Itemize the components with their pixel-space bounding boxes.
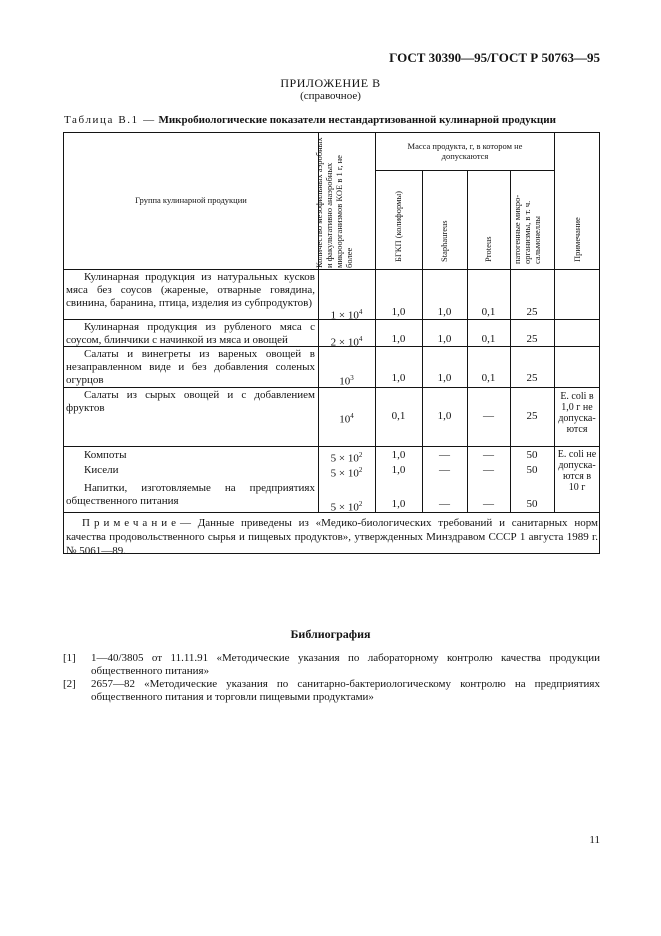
- kmafanm-mantissa: 1 × 10: [330, 309, 359, 322]
- row-group-text: Салаты и винегреты из вареных овощей в незаправленном виде и без добавления соленых огурцов: [66, 348, 315, 386]
- row-bgkp: 1,0: [391, 449, 406, 461]
- document-header: ГОСТ 30390—95/ГОСТ Р 50763—95: [389, 50, 600, 65]
- header-staph: Staphaureus: [439, 220, 449, 262]
- row-kmafanm: [318, 372, 375, 389]
- row-staph: —: [439, 464, 450, 476]
- table-footnote: [66, 516, 598, 558]
- row-kmafanm: [318, 410, 375, 427]
- kmafanm-mantissa: 5 × 10: [330, 501, 359, 514]
- row-staph: 1,0: [437, 372, 452, 384]
- kmafanm-mantissa: 5 × 10: [330, 467, 359, 480]
- row-pathogens: 50: [526, 449, 538, 461]
- header-kmafanm: Количество мезофильных аэробных и факультативно анаэробных микроорганизмов КОЕ в 1 г, не более: [314, 137, 354, 268]
- row-bgkp: 0,1: [391, 410, 406, 422]
- header-group: Группа кулинарной продукции: [135, 195, 247, 205]
- row-divider: [63, 446, 600, 447]
- row-pathogens: 25: [526, 410, 538, 422]
- bibliography-item-number: [2]: [63, 678, 76, 690]
- row-pathogens: 50: [526, 498, 538, 510]
- header-group-rule: [375, 170, 554, 171]
- row-pathogens: 25: [526, 333, 538, 345]
- header-proteus: Proteus: [483, 236, 493, 262]
- row-group-text: Кулинарная продукция из рубленого мяса с соусом, блинчики с начинкой из мяса и овощей: [66, 321, 315, 346]
- row-staph: —: [439, 449, 450, 461]
- row-kmafanm: [318, 306, 375, 323]
- bibliography-title: Библиография: [290, 627, 371, 641]
- row-kmafanm: [318, 333, 375, 350]
- row-pathogens: 50: [526, 464, 538, 476]
- row-proteus: —: [483, 464, 494, 476]
- row-kmafanm: [318, 464, 375, 481]
- kmafanm-mantissa: 10: [339, 413, 351, 426]
- kmafanm-mantissa: 5 × 10: [330, 452, 359, 465]
- row-proteus: 0,1: [481, 333, 496, 345]
- table-border-top: [63, 132, 600, 133]
- table-caption: [64, 114, 556, 126]
- header-mass-group: Масса продукта, г, в котором не допускаются: [407, 141, 523, 161]
- header-bgkp: БГКП (колиформы): [393, 191, 403, 262]
- row-note: E. coli в 1,0 г не допуска-ются: [558, 391, 596, 435]
- row-bgkp: 1,0: [391, 372, 406, 384]
- kmafanm-exponent: 4: [350, 412, 354, 420]
- row-bgkp: 1,0: [391, 333, 406, 345]
- row-proteus: —: [483, 449, 494, 461]
- column-divider: [554, 132, 555, 512]
- kmafanm-mantissa: 10: [339, 375, 351, 388]
- row-group-text: Кулинарная продукция из натуральных кусков мяса без соусов (жареные, отварные говядина, свинина, баранина, птица, изделия из субпродуктов): [66, 271, 315, 309]
- row-staph: —: [439, 498, 450, 510]
- kmafanm-exponent: 4: [358, 335, 363, 343]
- row-staph: 1,0: [437, 306, 452, 318]
- table-border-right: [599, 132, 600, 553]
- row-proteus: —: [483, 498, 494, 510]
- header-note: Примечание: [572, 217, 582, 262]
- page-number: 11: [589, 834, 600, 846]
- row-group-text: Салаты из сырых овощей и с добавлением фруктов: [66, 389, 315, 414]
- row-proteus: —: [483, 410, 494, 422]
- kmafanm-exponent: 2: [358, 500, 363, 508]
- bibliography-item-number: [1]: [63, 652, 76, 664]
- row-group-text: Компоты: [84, 449, 127, 461]
- kmafanm-mantissa: 2 × 10: [330, 336, 359, 349]
- bibliography-item-text: 2657—82 «Методические указания по санитарно-бактериологическому контролю на предприятиях общественного питания и торговли пищевыми продуктами»: [91, 678, 600, 703]
- row-kmafanm: [318, 498, 375, 515]
- footnote-label: Примечание: [82, 517, 180, 529]
- footnote-text: — Данные приведены из «Медико-биологических требований и санитарных норм качества продовольственного сырья и пищевых продуктов», утвержденных Минздравом СССР 1 августа 1989 г. № 5061—89.: [66, 517, 598, 557]
- row-proteus: 0,1: [481, 306, 496, 318]
- kmafanm-exponent: 2: [358, 451, 363, 459]
- row-pathogens: 25: [526, 306, 538, 318]
- row-bgkp: 1,0: [391, 464, 406, 476]
- drinks-note: E. coli не допуска-ются в 10 г: [557, 449, 597, 493]
- table-caption-prefix: Таблица В.1 —: [64, 114, 156, 126]
- header-pathogens: патогенные микро-организмы, в т. ч. сальмонеллы: [512, 194, 542, 264]
- kmafanm-exponent: 3: [350, 374, 354, 382]
- row-group-text: Напитки, изготовляемые на предприятиях общественного питания: [66, 482, 315, 507]
- annex-subtitle: (справочное): [300, 90, 361, 102]
- row-pathogens: 25: [526, 372, 538, 384]
- row-proteus: 0,1: [481, 372, 496, 384]
- table-caption-title: Микробиологические показатели нестандартизованной кулинарной продукции: [158, 114, 556, 126]
- row-staph: 1,0: [437, 410, 452, 422]
- kmafanm-exponent: 4: [358, 308, 363, 316]
- row-staph: 1,0: [437, 333, 452, 345]
- row-bgkp: 1,0: [391, 498, 406, 510]
- row-group-text: Кисели: [84, 464, 119, 476]
- header-bottom-rule: [63, 269, 600, 270]
- row-bgkp: 1,0: [391, 306, 406, 318]
- kmafanm-exponent: 2: [358, 466, 363, 474]
- annex-title: ПРИЛОЖЕНИЕ В: [280, 76, 381, 90]
- bibliography-item-text: 1—40/3805 от 11.11.91 «Методические указания по лабораторному контролю качества продукции общественного питания»: [91, 652, 600, 677]
